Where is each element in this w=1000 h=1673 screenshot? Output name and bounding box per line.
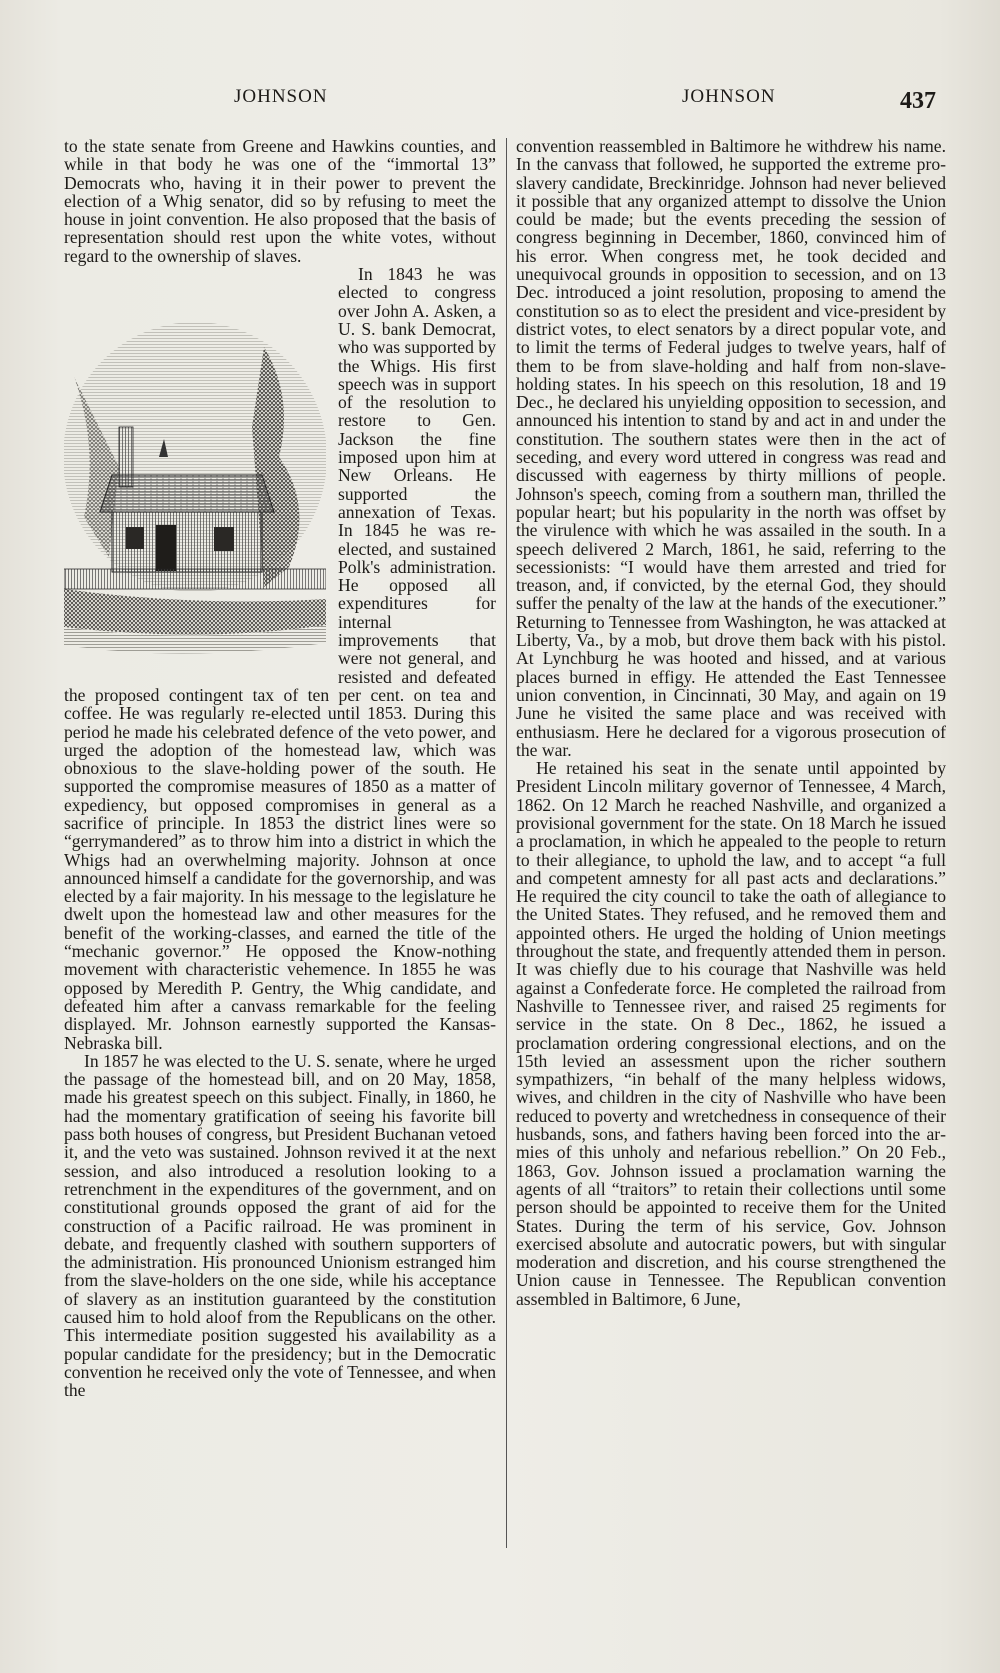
left-column bbox=[64, 137, 496, 1399]
column-divider bbox=[506, 138, 507, 1548]
paragraph: to the state senate from Greene and Hawkins counties, and while in that body he was one of the “immortal 13” Democrats who, having it in their power to prevent the election of a Whig senator, did so by refusing to meet the house in joint convention. He also proposed that the basis of representation should rest upon the white votes, without regard to the ownership of slaves. bbox=[64, 136, 496, 266]
house-engraving-icon bbox=[64, 307, 326, 663]
paragraph: In 1843 he was elected to congress over John A. Asken, a U. S. bank Democrat, who was supported by the Whigs. His first speech was in support of the resolution to restore to Gen. Jackson the fine imposed upon him at New Orleans. He supported the annexation of Texas. In 1845 he was re-elected, and sustained Polk's administration. He opposed all expenditures for internal improvements that were not general, and resisted and defeated the proposed contingent tax of ten per cent. on tea and coffee. He was regularly re-elected until 1853. During this period he made his celebrated defence of the veto power, and urged the adoption of the homestead law, which was obnoxious to the slave-holding power of the south. He supported the compromise measures of 1850 as a matter of expediency, but opposed compromises in general as a sacrifice of principle. In 1853 the district lines were so “gerrymandered” as to throw him into a district in which the Whigs had an overwhelming majority. Johnson at once announced himself a candidate for the governorship, and was elected by a fair majority. In his message to the legislature he dwelt upon the homestead law and other measures for the benefit of the working-classes, and earned the title of the “mechanic governor.” He opposed the Know-nothing movement with characteristic vehemence. In 1855 he was opposed by Meredith P. Gentry, the Whig candidate, and defeated him after a canvass remarkable for the feeling displayed. Mr. Johnson earnestly supported the Kansas-Nebraska bill. bbox=[64, 264, 496, 1053]
paragraph: He retained his seat in the senate until appointed by President Lincoln military governor of Tennessee, 4 March, 1862. On 12 March he reached Nashville, and organized a provisional government for the state. On 18 March he issued a proclamation, in which he appealed to the people to return to their allegiance, to uphold the law, and to accept “a full and competent amnesty for all past acts and declarations.” He required the city council to take the oath of allegiance to the United States. They refused, and he removed them and appointed others. He urged the holding of Union meetings throughout the state, and frequently attended them in person. It was chiefly due to his courage that Nashville was held against a Confederate force. He completed the railroad from Nashville to Tennessee river, and raised 25 regiments for service in the state. On 8 Dec., 1862, he issued a proclamation ordering congressional elections, and on the 15th levied an assessment upon the richer southern sympathizers, “in behalf of the many helpless widows, wives, and children in the city of Nashville who have been reduced to poverty and wretchedness in consequence of their husbands, sons, and fathers having been forced into the armies of this unholy and nefarious rebellion.” On 20 Feb., 1863, Gov. Johnson issued a proclamation warning the agents of all “traitors” to retain their collections until some person should be appointed to receive them for the United States. During the term of his service, Gov. Johnson exercised absolute and autocratic powers, but with singular moderation and discretion, and his course strengthened the Union cause in Tennessee. The Republican convention assembled in Baltimore, 6 June, bbox=[516, 758, 946, 1309]
paragraph: convention reassembled in Baltimore he withdrew his name. In the canvass that followed, he supported the extreme pro-slavery candidate, Breckinridge. Johnson had never believed it possible that any organized attempt to dissolve the Union could be made; but the events preceding the session of congress beginning in December, 1860, convinced him of his error. When congress met, he took decided and unequivocal grounds in opposition to secession, and on 13 Dec. introduced a joint resolution, proposing to amend the constitution so as to elect the president and vice-president by district votes, to elect senators by a direct popular vote, and to limit the terms of Federal judges to twelve years, half of them to be from slave-holding and half from non-slave-holding states. In his speech on this resolution, 18 and 19 Dec., he declared his unyielding opposition to secession, and announced his intention to stand by and act in and under the constitution. The southern states were then in the act of seceding, and every word uttered in congress was read and discussed with eagerness by thirty millions of people. Johnson's speech, coming from a southern man, thrilled the popular heart; but his popularity in the north was offset by the virulence with which he was assailed in the south. In a speech delivered 2 March, 1861, he said, referring to the secessionists: “I would have them arrested and tried for treason, and, if convicted, by the eternal God, they should suffer the penalty of the law at the hands of the executioner.” Returning to Tennessee from Washington, he was attacked at Liberty, Va., by a mob, but drove them back with his pistol. At Lynchburg he was hooted and hissed, and at various places burned in effigy. He attended the East Tennessee union convention, in Cincinnati, 30 May, and again on 19 June he visited the same place and was received with enthusiasm. Here he declared for a vigorous prosecution of the war. bbox=[516, 136, 946, 760]
page-number: 437 bbox=[900, 88, 936, 114]
right-column bbox=[516, 137, 946, 1308]
running-head-right: JOHNSON bbox=[682, 86, 776, 107]
running-head-left: JOHNSON bbox=[234, 86, 328, 107]
paragraph: In 1857 he was elected to the U. S. senate, where he urged the passage of the homestead bill, and on 20 May, 1858, made his greatest speech on this subject. Finally, in 1860, he had the momentary gratification of seeing his favorite bill pass both houses of congress, but President Buchanan vetoed it, and the veto was sustained. Johnson revived it at the next session, and also introduced a resolution looking to a retrenchment in the expenditures of the government, and on constitutional grounds opposed the grant of aid for the construction of a Pacific railroad. He was prominent in debate, and frequently clashed with southern supporters of the administration. His pronounced Unionism estranged him from the slave-holders on the one side, while his acceptance of slavery as an institution guaranteed by the constitution caused him to hold aloof from the Republicans on the other. This intermediate position suggested his availability as a popular candidate for the presidency; but in the Democratic convention he received only the vote of Tennessee, and when the bbox=[64, 1050, 496, 1401]
